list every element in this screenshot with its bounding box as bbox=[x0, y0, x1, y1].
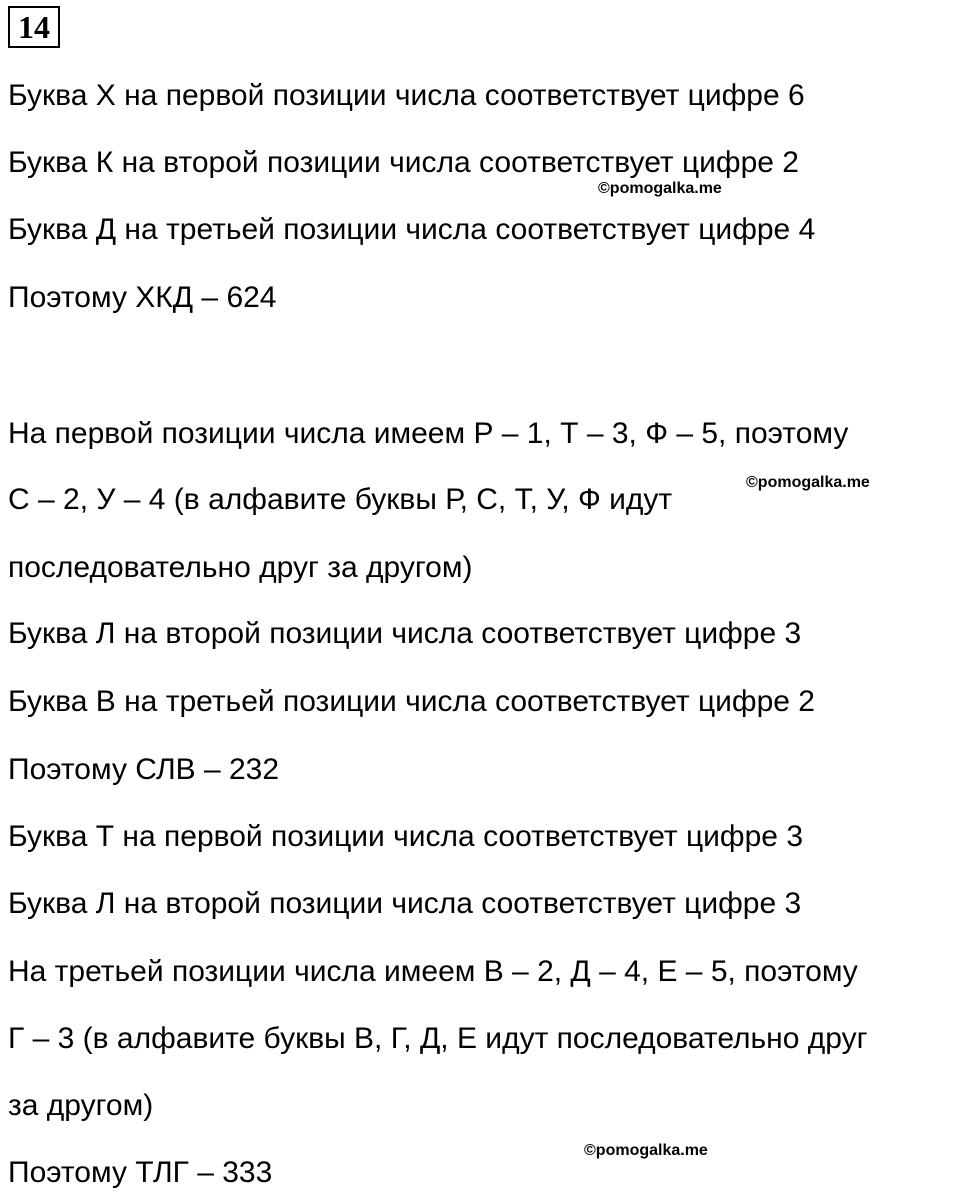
solution-line: за другом) bbox=[8, 1089, 154, 1122]
solution-line: Поэтому СЛВ – 232 bbox=[8, 753, 280, 786]
solution-line: С – 2, У – 4 (в алфавите буквы Р, С, Т, У, Ф идут bbox=[8, 483, 673, 516]
solution-line: Буква Т на первой позиции числа соответствует цифре 3 bbox=[8, 820, 803, 853]
solution-line: На третьей позиции числа имеем В – 2, Д – 4, Е – 5, поэтому bbox=[8, 955, 858, 988]
solution-line: Поэтому ХКД – 624 bbox=[8, 281, 277, 314]
watermark: ©pomogalka.me bbox=[598, 180, 722, 197]
watermark: ©pomogalka.me bbox=[746, 474, 870, 491]
solution-line: Буква Л на второй позиции числа соответствует цифре 3 bbox=[8, 887, 802, 920]
solution-line: Г – 3 (в алфавите буквы В, Г, Д, Е идут последовательно друг bbox=[8, 1022, 868, 1055]
task-number: 14 bbox=[8, 6, 60, 48]
solution-line: Буква В на третьей позиции числа соответствует цифре 2 bbox=[8, 685, 815, 718]
solution-line: Буква Л на второй позиции числа соответствует цифре 3 bbox=[8, 617, 802, 650]
solution-line: Поэтому ТЛГ – 333 bbox=[8, 1156, 273, 1189]
solution-line: Буква К на второй позиции числа соответствует цифре 2 bbox=[8, 146, 799, 179]
watermark: ©pomogalka.me bbox=[584, 1142, 708, 1159]
solution-line: Буква Х на первой позиции числа соответствует цифре 6 bbox=[8, 79, 805, 112]
solution-line: На первой позиции числа имеем Р – 1, Т – 3, Ф – 5, поэтому bbox=[8, 417, 849, 450]
solution-line: последовательно друг за другом) bbox=[8, 551, 473, 584]
solution-line: Буква Д на третьей позиции числа соответствует цифре 4 bbox=[8, 213, 816, 246]
